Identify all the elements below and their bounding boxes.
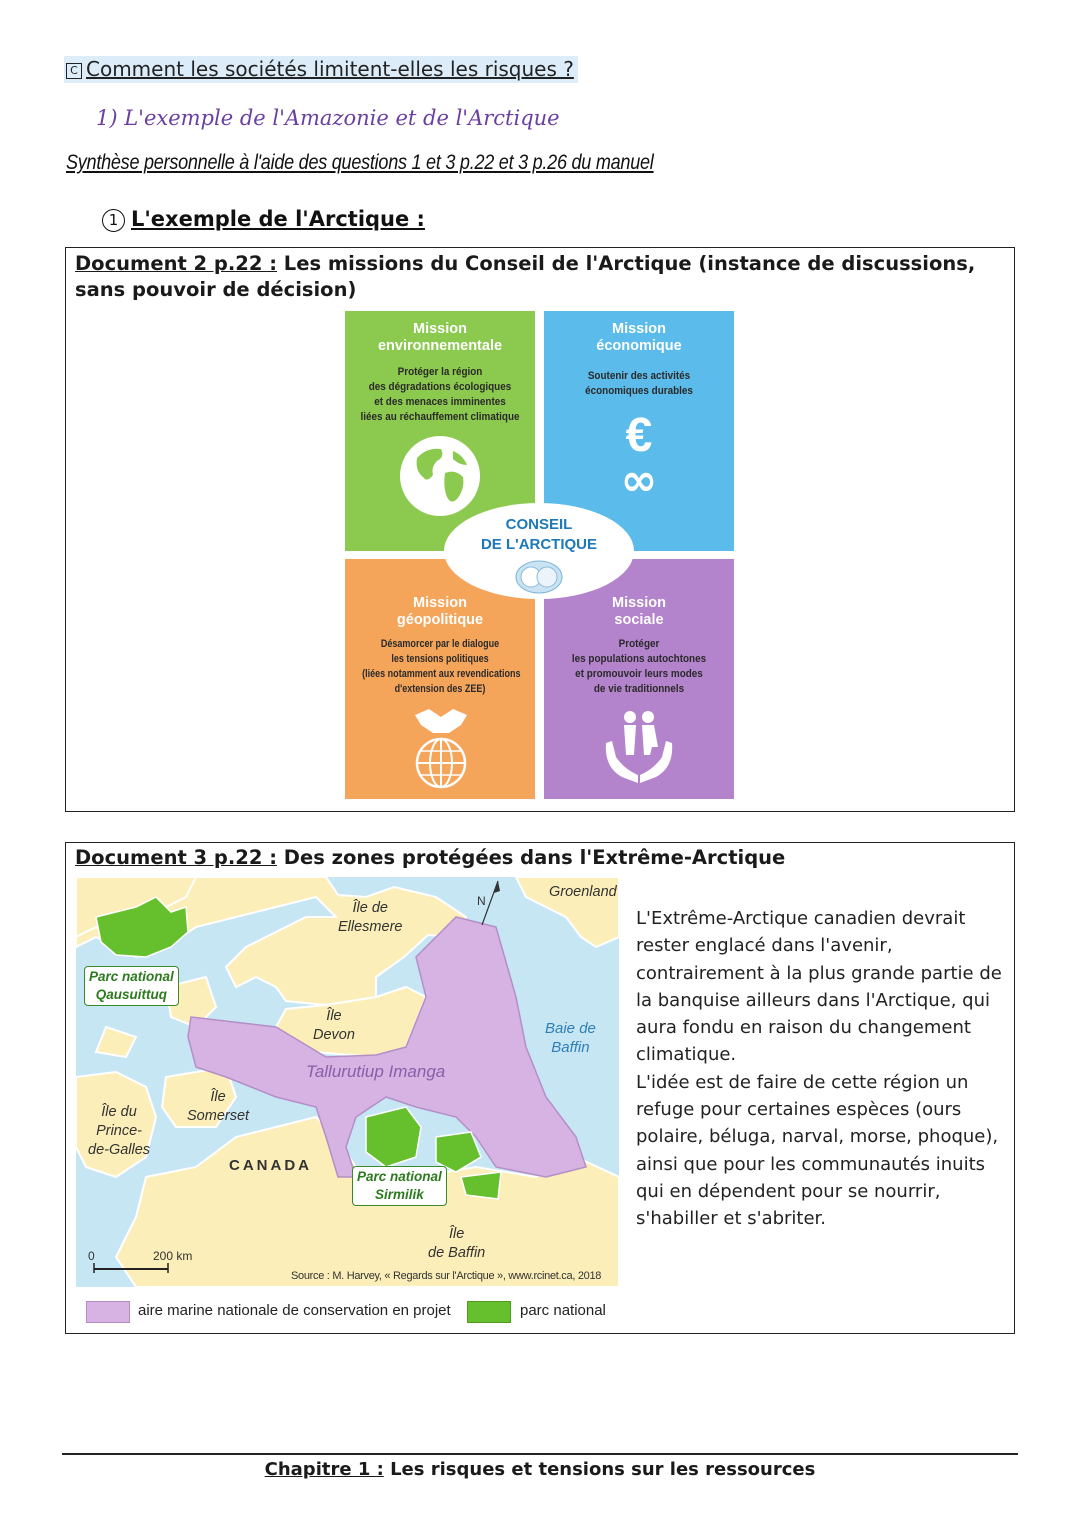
label-line: Ellesmere xyxy=(338,919,403,935)
mission-social-title xyxy=(544,595,734,629)
label-line: Parc national xyxy=(357,1169,442,1184)
text-line: liées au réchauffement climatique xyxy=(360,411,520,423)
legend-swatch-park xyxy=(467,1301,511,1323)
label-prince-de-galles xyxy=(88,1103,150,1160)
scale-zero: 0 xyxy=(88,1249,95,1263)
label-tallurutiup-imanga: Tallurutiup Imanga xyxy=(306,1062,446,1081)
footer-divider xyxy=(62,1453,1018,1455)
mission-name: géopolitique xyxy=(396,612,484,628)
section-heading xyxy=(64,56,578,83)
council-center xyxy=(444,503,634,599)
north-label: N xyxy=(477,894,486,908)
globe-icon xyxy=(397,433,483,519)
infinity-icon: ∞ xyxy=(620,455,658,506)
mission-name: environnementale xyxy=(377,338,503,354)
mission-environmental-title xyxy=(345,321,535,355)
text-line: les tensions politiques xyxy=(391,653,489,665)
label-line: Baie de xyxy=(545,1020,596,1037)
label-somerset xyxy=(187,1088,249,1126)
label-line: de-Galles xyxy=(88,1142,151,1158)
footer xyxy=(0,1459,1080,1480)
text-line: d'extension des ZEE) xyxy=(394,683,486,695)
euro-icon: € xyxy=(625,409,653,462)
mission-social-text xyxy=(554,637,725,697)
document-3-heading: Des zones protégées dans l'Extrême-Arctique xyxy=(277,846,786,869)
paragraph-1: L'Extrême-Arctique canadien devrait rester englacé dans l'avenir, contrairement à la plus grande partie de la banquise ailleurs dans l'Arctique, qui aura fondu en raison du changement climatique. xyxy=(636,908,1002,1066)
label-line: Île de xyxy=(352,900,388,916)
document-2-title xyxy=(75,251,1005,303)
label-line: Île xyxy=(210,1089,226,1105)
text-line: (liées notamment aux revendications xyxy=(362,668,521,680)
document-2-ref: Document 2 p.22 : xyxy=(75,252,278,275)
label-line: Somerset xyxy=(187,1108,250,1124)
document-2-heading: Les missions du Conseil de l'Arctique (instance de discussions, sans pouvoir de décision) xyxy=(75,252,976,301)
label-line: Baffin xyxy=(551,1039,590,1056)
mission-label: Mission xyxy=(612,321,666,337)
doc3-paragraph xyxy=(636,905,1011,1233)
label-line: Qausuittuq xyxy=(95,987,168,1002)
mission-environmental-text xyxy=(355,365,526,425)
scale-distance: 200 km xyxy=(153,1249,193,1263)
label-line: Île xyxy=(448,1226,465,1242)
mission-label: Mission xyxy=(413,321,467,337)
legend-park-label: parc national xyxy=(520,1302,606,1319)
label-parc-qausuittuq xyxy=(84,966,179,1006)
label-devon xyxy=(313,1007,355,1045)
label-groenland: Groenland xyxy=(549,884,617,900)
footer-chapter: Chapitre 1 : xyxy=(264,1459,384,1480)
council-line: DE L'ARCTIQUE xyxy=(480,536,598,553)
section-letter-box: C xyxy=(66,63,82,79)
label-line: de Baffin xyxy=(428,1245,486,1261)
paragraph-2: L'idée est de faire de cette région un refuge pour certaines espèces (ours polaire, béluga, narval, morse, phoque), ainsi que pour les communautés inuits qui en dépendent pour se nourrir, s'habiller et s'abriter. xyxy=(636,1071,999,1230)
label-baie-de-baffin xyxy=(545,1019,596,1057)
document-3-title xyxy=(75,845,1005,871)
label-canada: CANADA xyxy=(229,1157,312,1174)
arctic-protected-areas-map xyxy=(76,877,619,1287)
mission-geopolitical-text xyxy=(362,637,521,697)
label-line: Île du xyxy=(101,1104,137,1120)
park-sirmilik-area xyxy=(366,1107,421,1167)
legend-swatch-marine xyxy=(86,1301,130,1323)
label-line: Prince- xyxy=(96,1123,142,1139)
people-hands-icon xyxy=(602,707,676,787)
text-line: de vie traditionnels xyxy=(593,683,685,695)
park-sirmilik-area xyxy=(461,1172,501,1199)
mission-economic-text xyxy=(554,369,725,399)
label-ellesmere xyxy=(338,899,402,937)
mission-economic-title xyxy=(544,321,734,355)
handshake-globe-icon xyxy=(411,705,471,795)
label-line: Devon xyxy=(313,1027,355,1043)
label-line: Parc national xyxy=(89,969,174,984)
council-line: CONSEIL xyxy=(505,516,573,533)
mission-label: Mission xyxy=(612,595,666,611)
text-line: économiques durables xyxy=(585,385,693,397)
text-line: Désamorcer par le dialogue xyxy=(380,638,500,650)
text-line: Protéger la région xyxy=(397,366,483,378)
text-line: Protéger xyxy=(618,638,660,650)
example-title: L'exemple de l'Arctique : xyxy=(131,207,425,231)
legend-marine-label: aire marine nationale de conservation en projet xyxy=(138,1302,451,1319)
label-line: Île xyxy=(326,1008,342,1024)
mission-geopolitical-title xyxy=(345,595,535,629)
label-line: Sirmilik xyxy=(375,1187,424,1202)
mission-name: sociale xyxy=(614,612,664,628)
subsection-title: 1) L'exemple de l'Amazonie et de l'Arctique xyxy=(96,106,560,130)
section-title: Comment les sociétés limitent-elles les risques ? xyxy=(86,57,574,81)
footer-title: Les risques et tensions sur les ressources xyxy=(383,1459,816,1480)
text-line: des dégradations écologiques xyxy=(368,381,512,393)
label-ile-de-baffin xyxy=(428,1225,485,1263)
text-line: les populations autochtones xyxy=(571,653,707,665)
mission-name: économique xyxy=(596,338,682,354)
label-parc-sirmilik xyxy=(352,1166,447,1206)
arctic-council-logo-icon xyxy=(514,559,564,595)
example-heading xyxy=(102,207,425,232)
mission-label: Mission xyxy=(413,595,467,611)
text-line: Soutenir des activités xyxy=(587,370,691,382)
synthesis-instruction: Synthèse personnelle à l'aide des questions 1 et 3 p.22 et 3 p.26 du manuel xyxy=(66,151,654,174)
map-source: Source : M. Harvey, « Regards sur l'Arctique », www.rcinet.ca, 2018 xyxy=(291,1270,602,1282)
council-name xyxy=(444,515,634,555)
text-line: et promouvoir leurs modes xyxy=(575,668,703,680)
document-3-ref: Document 3 p.22 : xyxy=(75,846,278,869)
example-number: 1 xyxy=(102,209,125,232)
text-line: et des menaces imminentes xyxy=(374,396,506,408)
